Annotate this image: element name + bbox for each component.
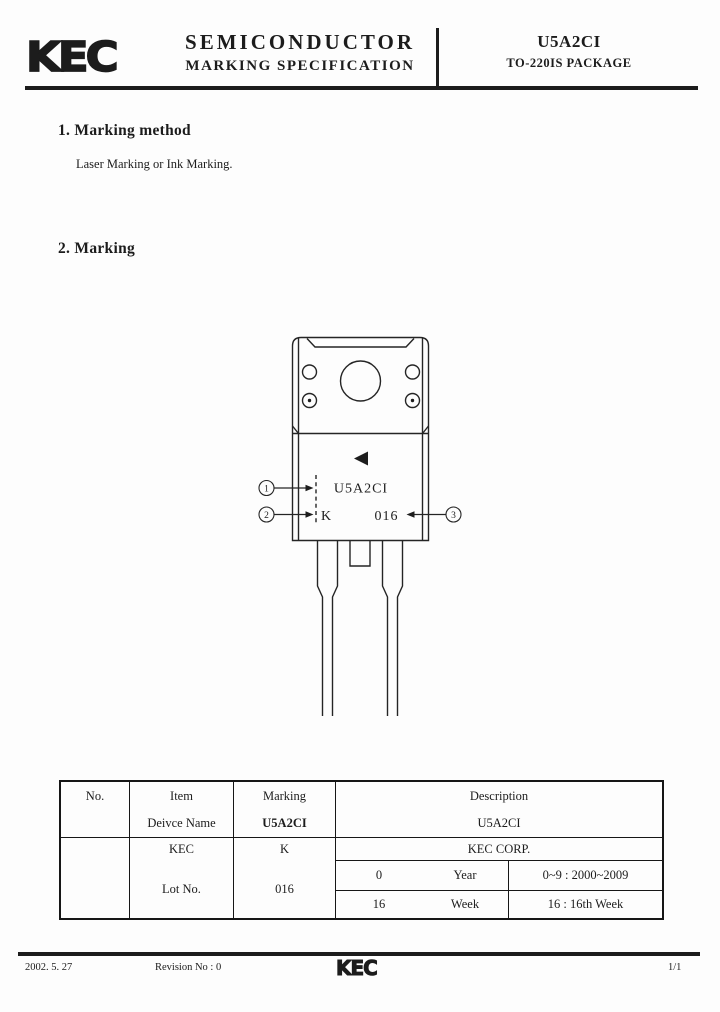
week-row [336, 891, 662, 918]
lot-no-label: Lot No. [162, 882, 201, 896]
device-description-value: U5A2CI [477, 816, 521, 830]
part-number: U5A2CI [537, 32, 601, 51]
mounting-hole [341, 361, 381, 401]
doc-title-line2: MARKING SPECIFICATION [185, 58, 415, 74]
section-1-body: Laser Marking or Ink Marking. [76, 157, 233, 171]
marking-spec-table [59, 780, 664, 920]
marking-detail-cell [234, 838, 336, 918]
col-header-description: Description [469, 788, 529, 803]
table-detail-row [61, 838, 662, 918]
kec-marking-value: K [279, 842, 290, 856]
package-name: TO-220IS PACKAGE [506, 56, 632, 70]
diagram-lot-code: 016 [374, 509, 399, 524]
lead-center-stub [350, 541, 370, 567]
doc-title-line1: SEMICONDUCTOR [185, 30, 415, 54]
pin-hole-dot [411, 399, 414, 402]
footer-revision: Revision No : 0 [155, 962, 222, 973]
footer-date: 2002. 5. 27 [25, 962, 73, 973]
body-chamfer-right [423, 426, 429, 434]
lead-left [318, 541, 338, 717]
callout-2-arrowhead-icon [306, 511, 314, 517]
callout-3-number: 3 [451, 511, 456, 521]
package-top-notch [307, 339, 414, 348]
pin-hole-dot [308, 399, 311, 402]
package-body-outline [293, 338, 429, 541]
col-description [336, 782, 662, 837]
callout-3-arrowhead-icon [407, 511, 415, 517]
pin-hole [303, 365, 317, 379]
col-header-marking: Marking [262, 788, 307, 803]
year-row [336, 861, 662, 891]
no-cell-empty [61, 838, 130, 918]
description-detail-cell [336, 838, 662, 918]
header-divider [436, 28, 439, 87]
diagram-lot-prefix: K [320, 509, 332, 524]
col-header-no: No. [85, 788, 105, 803]
callout-1-number: 1 [264, 484, 269, 495]
year-label: Year [453, 867, 477, 882]
device-marking-value: U5A2CI [262, 816, 307, 830]
header-title-block [150, 30, 450, 75]
orientation-triangle-icon [354, 452, 368, 466]
callout-1-arrowhead-icon [306, 485, 314, 491]
section-1-heading: 1. Marking method [58, 122, 191, 139]
week-code: 16 [372, 896, 386, 911]
week-description: 16 : 16th Week [547, 896, 624, 911]
kec-logo: KEC [26, 32, 116, 82]
col-item [130, 782, 234, 837]
section-2-heading: 2. Marking [58, 240, 136, 257]
header-part-block [440, 32, 698, 71]
lot-marking-value: 016 [275, 882, 294, 896]
week-label: Week [450, 896, 480, 911]
pin-hole [406, 365, 420, 379]
col-no [61, 782, 130, 837]
diagram-device-marking: U5A2CI [333, 481, 389, 497]
body-chamfer-left [293, 426, 299, 434]
callout-2-number: 2 [264, 511, 269, 521]
kec-corp-description: KEC CORP. [336, 838, 662, 861]
table-header-row [61, 782, 662, 838]
lead-right [383, 541, 403, 717]
year-description: 0~9 : 2000~2009 [542, 867, 629, 882]
footer-kec-logo: KEC [336, 956, 377, 980]
col-marking [234, 782, 336, 837]
header-rule [25, 86, 698, 90]
package-marking-diagram [228, 330, 482, 724]
kec-item-label: KEC [169, 842, 194, 856]
item-detail-cell [130, 838, 234, 918]
footer-page-number: 1/1 [668, 962, 682, 973]
year-code: 0 [375, 867, 383, 882]
device-name-label: Deivce Name [147, 816, 216, 830]
col-header-item: Item [170, 788, 193, 803]
